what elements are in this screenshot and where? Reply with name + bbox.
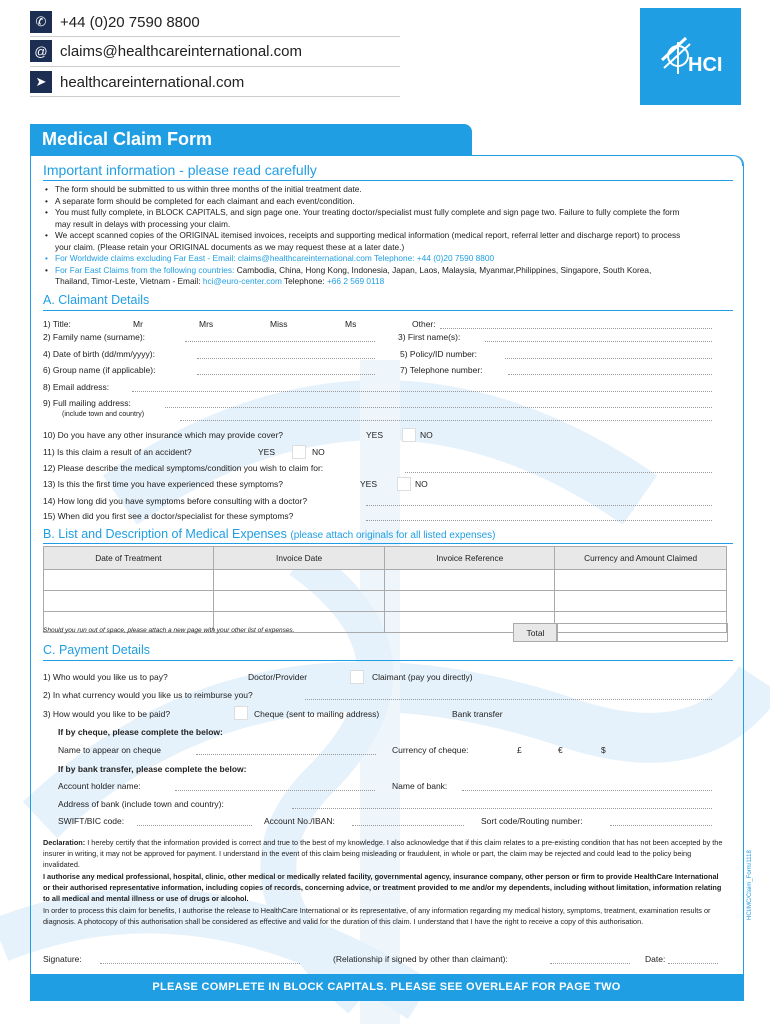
payee-claimant-label: Claimant (pay you directly) — [372, 672, 473, 682]
q11-no-label: NO — [312, 447, 325, 457]
form-title-bar — [30, 124, 472, 156]
divider — [43, 180, 733, 181]
first-names-field[interactable] — [485, 341, 712, 342]
cursor-icon: ➤ — [30, 71, 52, 93]
email-field[interactable] — [132, 391, 712, 392]
bank-heading: If by bank transfer, please complete the below: — [58, 764, 247, 774]
divider — [30, 66, 400, 67]
title-option-miss[interactable]: Miss — [270, 319, 288, 329]
cheque-name-label: Name to appear on cheque — [58, 745, 162, 755]
far-east-email[interactable]: hci@euro-center.com — [202, 276, 282, 286]
contact-web[interactable] — [30, 71, 244, 93]
telephone-label: 7) Telephone number: — [400, 365, 483, 375]
email-label: 8) Email address: — [43, 382, 110, 392]
table-row — [44, 591, 727, 612]
title-option-ms[interactable]: Ms — [345, 319, 357, 329]
cheque-name-field[interactable] — [196, 754, 376, 755]
q13-no-label: NO — [415, 479, 428, 489]
divider — [43, 543, 733, 544]
info-bullet: • The form should be submitted to us within three months of the initial treatment date. — [55, 184, 685, 196]
q13-label: 13) Is this the first time you have experienced these symptoms? — [43, 479, 284, 489]
q10-label: 10) Do you have any other insurance which may provide cover? — [43, 430, 284, 440]
hci-logo — [640, 8, 741, 105]
q11-label: 11) Is this claim a result of an accident? — [43, 447, 192, 457]
important-heading: Important information - please read carefully — [43, 162, 317, 178]
currency-gbp[interactable]: £ — [517, 745, 522, 755]
address-hint: (include town and country) — [62, 411, 145, 418]
divider — [43, 660, 733, 661]
declaration-paragraph — [43, 837, 723, 870]
release-paragraph: In order to process this claim for benefits, I authorise the release to HealthCare International or its representative, of any information regarding my medical history, symptoms, treatment, examination results or diagnosis. A photocopy of this authorisation shall be considered as effective and valid for the duration of this claim. I understand that I have the right to receive a copy of this authorisation. — [43, 906, 711, 926]
divider — [43, 310, 733, 311]
col-invoice-date: Invoice Date — [213, 547, 385, 570]
bank-address-label: Address of bank (include town and country): — [58, 799, 224, 809]
q12-label: 12) Please describe the medical symptoms/condition you wish to claim for: — [43, 463, 324, 473]
title-option-other[interactable]: Other: — [412, 319, 436, 329]
signature-field[interactable] — [100, 963, 300, 964]
info-bullet-far-east — [55, 265, 685, 288]
holder-label: Account holder name: — [58, 781, 141, 791]
q15-field[interactable] — [366, 520, 712, 521]
family-name-label: 2) Family name (surname): — [43, 332, 146, 342]
title-option-mr[interactable]: Mr — [133, 319, 143, 329]
currency-usd[interactable]: $ — [601, 745, 606, 755]
payee-label: 1) Who would you like us to pay? — [43, 672, 168, 682]
holder-field[interactable] — [175, 790, 375, 791]
phone-icon: ✆ — [30, 11, 52, 33]
q11-yes-checkbox[interactable] — [292, 445, 306, 459]
phone-text: +44 (0)20 7590 8800 — [60, 13, 200, 31]
policy-label: 5) Policy/ID number: — [400, 349, 477, 359]
dob-field[interactable] — [197, 358, 375, 359]
cheque-currency-label: Currency of cheque: — [392, 745, 469, 755]
sort-field[interactable] — [610, 825, 712, 826]
first-names-label: 3) First name(s): — [398, 332, 461, 342]
expenses-note: Should you run out of space, please attach a new page with your other list of expenses. — [43, 627, 295, 634]
bank-option-label: Bank transfer — [452, 709, 503, 719]
logo-emblem-icon — [640, 8, 741, 105]
divider — [30, 96, 400, 97]
total-label: Total — [513, 623, 558, 642]
cheque-checkbox[interactable] — [234, 706, 248, 720]
table-cell[interactable] — [213, 591, 385, 612]
relationship-label: (Relationship if signed by other than claimant): — [333, 954, 508, 964]
address-label: 9) Full mailing address: — [43, 398, 131, 408]
col-currency-amount: Currency and Amount Claimed — [555, 547, 727, 570]
account-label: Account No./IBAN: — [264, 816, 335, 826]
declaration-text: I hereby certify that the information provided is correct and true to the best of my knowledge. I also acknowledge that if this claim relates to a pre-existing condition that has not been accepted by the insurer in writing, it may not be approved for payment. I understand in the event of this claim being misleading or fraudulent, in whole or part, the claim may be rejected and could lead to the policy being invalidated. — [43, 838, 723, 869]
info-bullet: • You must fully complete, in BLOCK CAPITALS, and sign page one. Your treating doctor/specialist must fully complete and sign page two. Failure to fully complete the form may result in delays with processing your claim. — [55, 207, 685, 230]
far-east-countries: Cambodia, China, Hong Kong, Indonesia, Japan, Laos, Malaysia, Myanmar,Philippines, Singapore, South Korea, Thailand, Timor-Leste, Vietnam — [55, 264, 652, 286]
payment-method-label: 3) How would you like to be paid? — [43, 709, 171, 719]
relationship-field[interactable] — [550, 963, 630, 964]
group-label: 6) Group name (if applicable): — [43, 365, 156, 375]
payee-doctor-label: Doctor/Provider — [248, 672, 308, 682]
section-a-heading: A. Claimant Details — [43, 293, 150, 307]
form-code: HCI/MC/Claim_Form/1118 — [747, 850, 753, 920]
email-text[interactable]: claims@healthcareinternational.com — [60, 42, 303, 60]
info-bullet: • A separate form should be completed for each claimant and each event/condition. — [55, 196, 685, 208]
table-cell[interactable] — [555, 591, 727, 612]
title-option-mrs[interactable]: Mrs — [199, 319, 214, 329]
far-east-email-label: - Email: — [172, 276, 201, 286]
payee-doctor-checkbox[interactable] — [350, 670, 364, 684]
sort-label: Sort code/Routing number: — [481, 816, 583, 826]
title-label: 1) Title: — [43, 319, 71, 329]
info-bullet-worldwide: • For Worldwide claims excluding Far East - Email: claims@healthcareinternational.com Telephone: +44 (0)20 7590 8800 — [55, 253, 685, 265]
date-field[interactable] — [668, 963, 718, 964]
address-field[interactable] — [165, 407, 712, 408]
table-header-row — [44, 547, 727, 570]
logo-text: HCI — [688, 54, 723, 76]
contact-phone — [30, 11, 200, 33]
web-text[interactable]: healthcareinternational.com — [60, 73, 245, 91]
q11-yes-label: YES — [258, 447, 276, 457]
bank-address-field[interactable] — [292, 808, 712, 809]
table-cell[interactable] — [44, 591, 214, 612]
expenses-table — [43, 546, 727, 633]
divider — [30, 36, 400, 37]
q14-field[interactable] — [366, 505, 712, 506]
q13-yes-checkbox[interactable] — [397, 477, 411, 491]
currency-label: 2) In what currency would you like us to reimburse you? — [43, 690, 253, 700]
currency-eur[interactable]: € — [558, 745, 563, 755]
q10-yes-checkbox[interactable] — [402, 428, 416, 442]
at-icon: @ — [30, 40, 52, 62]
info-bullet: • We accept scanned copies of the ORIGINAL itemised invoices, receipts and supporting medical information (medical report, referral letter and discharge report) to process your claim. (Please retain your ORIGINAL documents as we may request these at a later date.) — [55, 230, 685, 253]
footer-bar: PLEASE COMPLETE IN BLOCK CAPITALS. PLEASE SEE OVERLEAF FOR PAGE TWO — [30, 974, 743, 1000]
signature-label: Signature: — [43, 954, 82, 964]
q10-yes-label: YES — [366, 430, 384, 440]
table-cell[interactable] — [385, 591, 555, 612]
q13-yes-label: YES — [360, 479, 378, 489]
bank-name-field[interactable] — [462, 790, 712, 791]
policy-field[interactable] — [505, 358, 712, 359]
cheque-option-label: Cheque (sent to mailing address) — [254, 709, 380, 719]
account-field[interactable] — [352, 825, 464, 826]
form-title: Medical Claim Form — [42, 129, 213, 149]
section-b-title: B. List and Description of Medical Expenses — [43, 527, 287, 541]
q14-label: 14) How long did you have symptoms before consulting with a doctor? — [43, 496, 308, 506]
q10-no-label: NO — [420, 430, 433, 440]
col-invoice-reference: Invoice Reference — [385, 547, 555, 570]
bank-name-label: Name of bank: — [392, 781, 448, 791]
important-list — [43, 184, 685, 288]
section-b-note: (please attach originals for all listed expenses) — [290, 530, 496, 541]
date-label: Date: — [645, 954, 666, 964]
swift-field[interactable] — [137, 825, 252, 826]
far-east-tel: +66 2 569 0118 — [326, 276, 385, 286]
contact-email[interactable] — [30, 40, 302, 62]
cheque-heading: If by cheque, please complete the below: — [58, 727, 223, 737]
col-date-treatment: Date of Treatment — [44, 547, 214, 570]
swift-label: SWIFT/BIC code: — [58, 816, 125, 826]
dob-label: 4) Date of birth (dd/mm/yyyy): — [43, 349, 155, 359]
address-field-line-2[interactable] — [180, 420, 712, 421]
currency-field[interactable] — [305, 699, 712, 700]
table-row — [44, 570, 727, 591]
table-cell[interactable] — [44, 570, 214, 591]
family-name-field[interactable] — [185, 341, 375, 342]
other-title-field[interactable] — [440, 328, 712, 329]
total-field[interactable] — [556, 623, 728, 642]
far-east-tel-label: Telephone: — [284, 276, 325, 286]
q12-field[interactable] — [405, 472, 712, 473]
declaration-label: Declaration: — [43, 838, 86, 847]
table-cell[interactable] — [385, 570, 555, 591]
group-field[interactable] — [197, 374, 375, 375]
authorisation-paragraph: I authorise any medical professional, hospital, clinic, other medical or medically related facility, governmental agency, insurance company, other person or firm to provide HealthCare International or their authorised representative information, including copies of records, concerning advice, or treatment provided to me and/or my dependents, including without limitation, information relating to all medical and mental illness or use of drugs or alcohol. — [43, 872, 722, 903]
section-c-heading: C. Payment Details — [43, 643, 150, 657]
table-cell[interactable] — [213, 570, 385, 591]
table-cell[interactable] — [555, 570, 727, 591]
far-east-label: For Far East Claims from the following countries: — [55, 264, 235, 275]
q15-label: 15) When did you first see a doctor/specialist for these symptoms? — [43, 511, 294, 521]
telephone-field[interactable] — [508, 374, 712, 375]
section-b-heading — [43, 527, 495, 541]
